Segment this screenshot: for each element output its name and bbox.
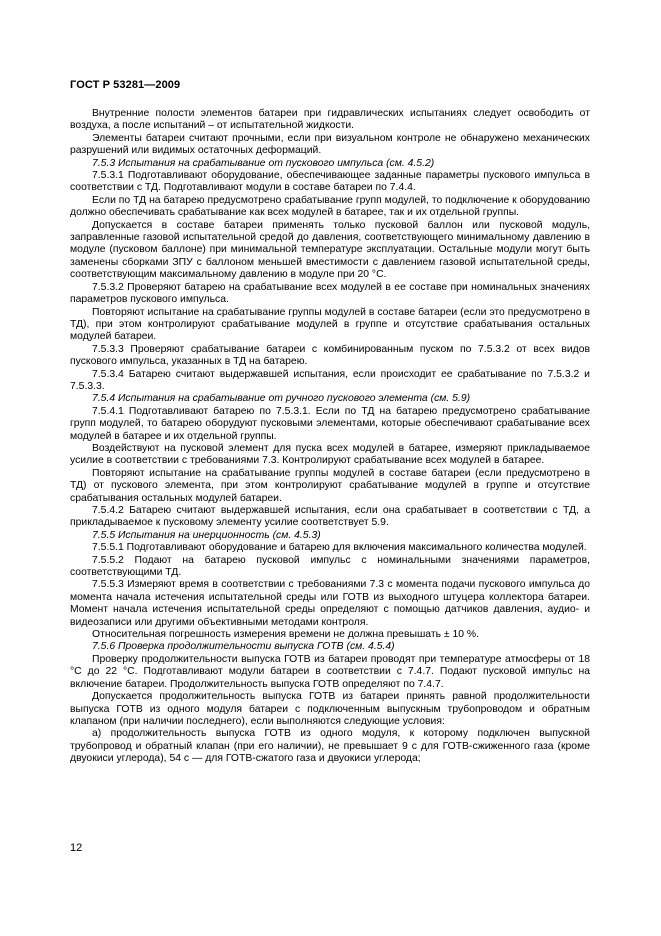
paragraph: Элементы батареи считают прочными, если при визуальном контроле не обнаружено механических разрушений или видимых остаточных деформаций. <box>70 132 590 157</box>
paragraph: 7.5.3.1 Подготавливают оборудование, обеспечивающее заданные параметры пускового импульса в соответствии с ТД. Подготавливают модули в составе батареи по 7.4.4. <box>70 170 590 194</box>
paragraph: 7.5.5.1 Подготавливают оборудование и батарею для включения максимального количества модулей. <box>92 542 587 554</box>
document-body <box>70 108 590 766</box>
section-heading: 7.5.6 Проверка продолжительности выпуска ГОТВ (см. 4.5.4) <box>92 641 395 653</box>
paragraph: 7.5.3.4 Батарею считают выдержавшей испытания, если происходит ее срабатывание по 7.5.3.2 и 7.5.3.3. <box>70 368 590 392</box>
paragraph: Проверку продолжительности выпуска ГОТВ из батареи проводят при температуре атмосферы от 18 °С до 22 °С. Подготавливают модули батареи в соответствии с 7.4.7. Подают пусковой импульс на включение батареи. Продолжительность выпуска ГОТВ определяют по 7.4.7. <box>70 653 590 690</box>
section-heading: 7.5.3 Испытания на срабатывание от пускового импульса (см. 4.5.2) <box>92 157 435 169</box>
paragraph: 7.5.5.2 Подают на батарею пусковой импульс с номинальными значениями параметров, соответствующими ТД. <box>70 554 590 579</box>
paragraph: Повторяют испытание на срабатывание группы модулей в составе батареи (если предусмотрено в ТД) от пускового элемента, при этом контролируют срабатывание модулей в группе и отсутствие срабатывания остальных модулей батареи. <box>70 467 590 504</box>
paragraph: Относительная погрешность измерения времени не должна превышать ± 10 %. <box>92 629 480 641</box>
paragraph: Допускается продолжительность выпуска ГОТВ из батареи принять равной продолжительности выпуска ГОТВ из одного модуля батареи с подключенным выпускным трубопроводом и обратным клапаном (при наличии последнего), если выполняются следующие условия: <box>70 691 590 727</box>
section-heading: 7.5.4 Испытания на срабатывание от ручного пускового элемента (см. 5.9) <box>92 393 471 405</box>
paragraph: Если по ТД на батарею предусмотрено срабатывание групп модулей, то подключение к оборудованию должно обеспечивать срабатывание как всех модулей в батарее, так и их отдельной группы. <box>70 194 590 219</box>
paragraph: 7.5.4.1 Подготавливают батарею по 7.5.3.1. Если по ТД на батарею предусмотрено срабатывание групп модулей, то батарею оборудуют пусковыми элементами, которые обеспечивают срабатывание всех модулей в батарее и их отдельной группы. <box>70 405 590 442</box>
paragraph: 7.5.5.3 Измеряют время в соответствии с требованиями 7.3 с момента подачи пускового импульса до момента начала истечения испытательной среды или ГОТВ из выходного штуцера коллектора батареи. Момент начала истечения испытательной среды определяют с помощью датчиков давления, аудио- и видеозаписи или другими объективными методами контроля. <box>70 579 590 628</box>
document-header: ГОСТ Р 53281—2009 <box>70 79 181 91</box>
paragraph: а) продолжительность выпуска ГОТВ из одного модуля, к которому подключен выпускной трубопровод и обратный клапан (при его наличии), не превышает 9 с для ГОТВ-сжиженного газа (кроме двуокиси углерода), 54 с — для ГОТВ-сжатого газа и двуокиси углерода; <box>70 728 590 765</box>
section-heading: 7.5.5 Испытания на инерционность (см. 4.5.3) <box>92 529 321 541</box>
paragraph: Внутренние полости элементов батареи при гидравлических испытаниях следует освободить от воздуха, а после испытаний – от испытательной жидкости. <box>70 108 590 132</box>
paragraph: Повторяют испытание на срабатывание группы модулей в составе батареи (если это предусмотрено в ТД), при этом контролируют срабатывание модулей в группе и отсутствие срабатывания остальных модулей батареи. <box>70 306 590 343</box>
paragraph: 7.5.4.2 Батарею считают выдержавшей испытания, если она срабатывает в соответствии с ТД, а прикладываемое к пусковому элементу усилие соответствует 5.9. <box>70 505 590 529</box>
paragraph: Допускается в составе батареи применять только пусковой баллон или пусковой модуль, заправленные газовой испытательной средой до давления, соответствующего минимальному давлению в модуле (пусковом баллоне) при минимальной температуре эксплуатации. Остальные модули могут быть заменены сборками ЗПУ с баллоном меньшей вместимости с давлением газовой испытательной среды, соответствующим максимальному давлению в модуле при 20 °С. <box>70 219 590 281</box>
paragraph: Воздействуют на пусковой элемент для пуска всех модулей в батарее, измеряют прикладываемое усилие в соответствии с требованиями 7.3. Контролируют срабатывание всех модулей в батарее. <box>70 442 590 467</box>
page-number: 12 <box>70 842 83 854</box>
paragraph: 7.5.3.3 Проверяют срабатывание батареи с комбинированным пуском по 7.5.3.2 от всех видов пускового импульса, указанных в ТД на батарею. <box>70 343 590 368</box>
paragraph: 7.5.3.2 Проверяют батарею на срабатывание всех модулей в ее составе при номинальных значениях параметров пускового импульса. <box>70 281 590 306</box>
